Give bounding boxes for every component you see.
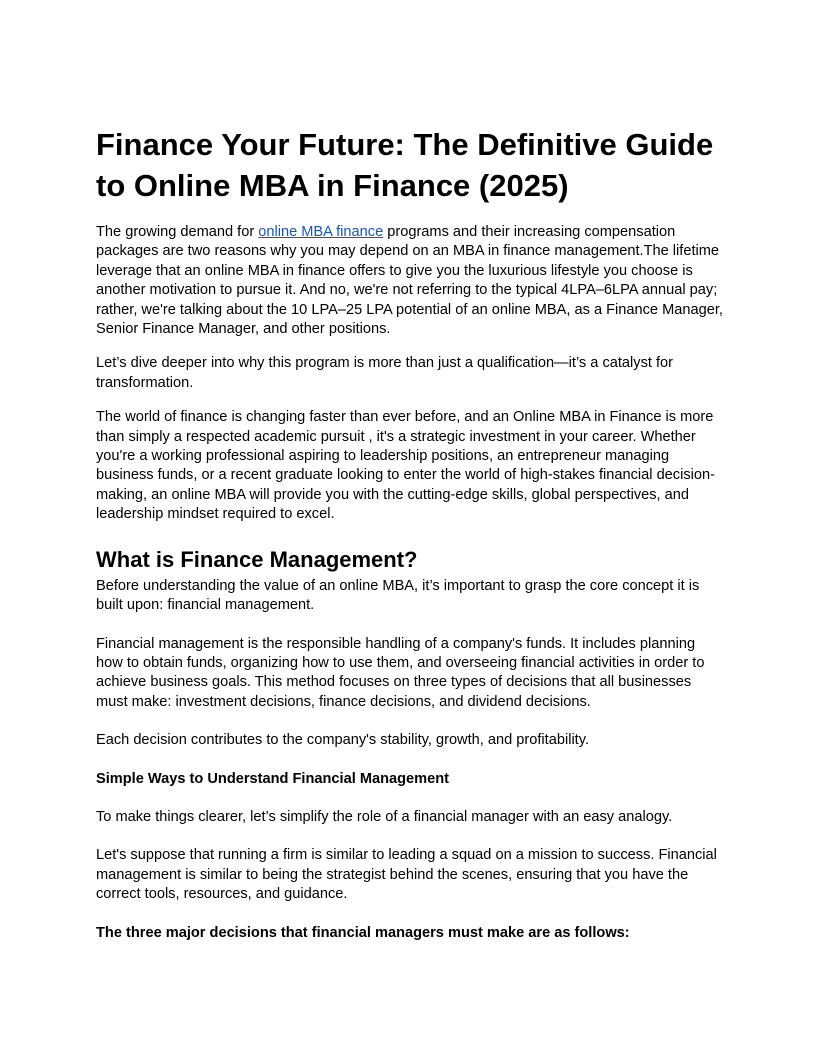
before-understanding-paragraph: Before understanding the value of an online MBA, it’s important to grasp the core concept it is built upon: financial management. [96,577,700,614]
each-decision-paragraph: Each decision contributes to the company's stability, growth, and profitability. [96,732,590,749]
firm-analogy-paragraph: Let's suppose that running a firm is similar to leading a squad on a mission to success. Financial management is similar to being the strategist behind the scenes, ensuring that you have the correct tools, resources, and guidance. [96,847,717,903]
online-mba-finance-link[interactable]: online MBA finance [258,224,384,240]
subheading-three-decisions: The three major decisions that financial managers must make are as follows: [96,924,630,941]
subheading-simple-ways: Simple Ways to Understand Financial Management [96,770,450,787]
world-of-finance-paragraph: The world of finance is changing faster than ever before, and an Online MBA in Finance is more than simply a respected academic pursuit , it's a strategic investment in your career. Whether you're a working professional aspiring to leadership positions, an entrepreneur managing business funds, or a recent graduate looking to enter the world of high-stakes financial decision-making, an online MBA will provide you with the cutting-edge skills, global perspectives, and leadership mindset required to excel. [96,409,715,523]
document-title: Finance Your Future: The Definitive Guide to Online MBA in Finance (2025) [96,127,714,203]
intro-text-before-link: The growing demand for [96,224,259,240]
intro-text-after-link: programs and their increasing compensation packages are two reasons why you may depend on an MBA in finance management.The lifetime leverage that an online MBA in finance offers to give you the luxurious lifestyle you choose is another motivation to pursue it. And no, we're not referring to the typical 4LPA–6LPA annual pay; rather, we're talking about the 10 LPA–25 LPA potential of an online MBA, as a Finance Manager, Senior Finance Manager, and other positions. [96,224,723,338]
financial-management-definition-paragraph: Financial management is the responsible handling of a company's funds. It includes planning how to obtain funds, organizing how to use them, and overseeing financial activities in order to achieve business goals. This method focuses on three types of decisions that all businesses must make: investment decisions, finance decisions, and dividend decisions. [96,635,705,710]
document-page [96,124,724,958]
make-things-clearer-paragraph: To make things clearer, let’s simplify the role of a financial manager with an easy analogy. [96,808,673,825]
intro-paragraph [96,223,724,339]
section-heading-finance-management: What is Finance Management? [96,546,418,572]
dive-deeper-paragraph: Let’s dive deeper into why this program is more than just a qualification—it’s a catalyst for transformation. [96,355,674,391]
